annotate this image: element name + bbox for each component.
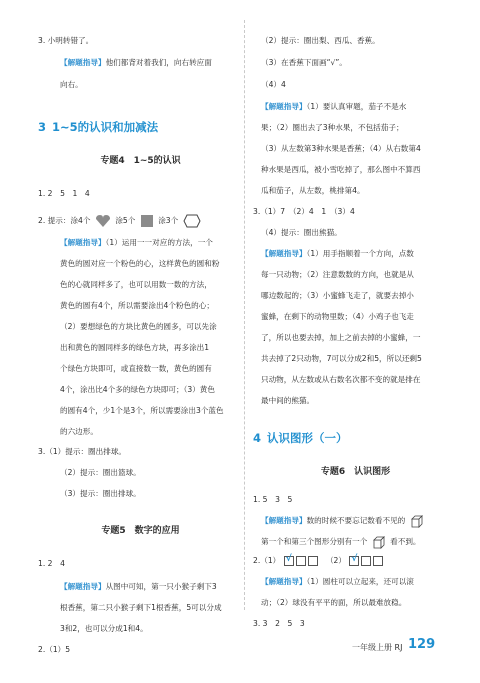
hint-line: 【解题指导】他们都背对着我们，向右转应面 (60, 58, 212, 67)
topic-heading: 专题5 数字的应用 (101, 526, 180, 536)
answer-line: （3）在香蕉下面画“√”。 (261, 58, 347, 67)
answer-line: 了，所以也要去掉，加上之前去掉的小蜜蜂，一 (261, 333, 421, 342)
answer-line: 3. 小明转错了。 (38, 36, 94, 45)
answer-line: （2）提示：圈出篮球。 (60, 468, 141, 477)
answer-line: 每一只动物；（2）注意数数的方向，也就是从 (261, 270, 414, 279)
answer-line: （3）从左数第3种水果是香蕉；（4）从右数第4 (261, 144, 421, 153)
answer-line: 黄色的圆对应一个粉色的心，这样黄色的圆和粉 (60, 259, 220, 268)
answer-line: 2.（1）5 (38, 645, 71, 654)
answer-line: 个绿色方块即可，或直接数一数，黄色的圆有 (60, 364, 212, 373)
square-icon (140, 214, 154, 228)
page-number: 129 (408, 637, 436, 652)
hint-line: 【解题指导】数的时候不要忘记数看不见的 (261, 514, 426, 528)
topic-heading: 专题4 1~5的认识 (100, 156, 181, 166)
answer-line: 蜜蜂，在剩下的动物里数；（4）小鸡子也飞走 (261, 312, 414, 321)
answer-line: （2）要想绿色的方块比黄色的圆多，可以先涂 (60, 322, 217, 331)
heart-icon (95, 214, 111, 228)
answer-line: （4）4 (261, 80, 286, 89)
answer-line: 4个，涂出比4个多的绿色方块即可；（3）黄色 (60, 385, 215, 394)
answer-line: 1. 2 4 (38, 559, 65, 568)
book-label: 一年级上册 RJ (352, 643, 403, 652)
cube-icon (410, 514, 424, 528)
answer-line: 2. 提示：涂4个 涂5个 涂3个 (38, 214, 203, 228)
checkbox-empty (296, 556, 306, 566)
hint-tag: 【解题指导】 (60, 58, 106, 67)
answer-line: 3. 3 2 5 3 (253, 619, 305, 628)
checkbox-checked (349, 556, 359, 566)
answer-line: 黄色的圆有4个，所以需要涂出4个粉色的心； (60, 301, 214, 310)
column-divider (244, 20, 245, 610)
answer-line: 只动物，从左数或从右数名次都不变的就是排在 (261, 375, 421, 384)
answer-line: 动；（2）球没有平平的面，所以最难放稳。 (261, 598, 407, 607)
answer-line: （2）提示：圈出梨、西瓜、香蕉。 (261, 36, 380, 45)
answer-line: 3和2，也可以分成1和4。 (60, 624, 148, 633)
topic-heading: 专题6 认识图形 (320, 467, 391, 477)
answer-line: 1. 2 5 1 4 (38, 189, 90, 198)
answer-line: 第一个和第三个图形分别有一个 看不到。 (261, 535, 421, 549)
checkbox-checked (284, 556, 294, 566)
answer-line: 色的心就同样多了，也可以用数一数的方法， (60, 280, 212, 289)
answer-line: 的圆有4个，少1个是3个，所以需要涂出3个蓝色 (60, 406, 224, 415)
answer-line: 向右。 (60, 80, 83, 89)
answer-line: 种水果是西瓜，被小雪吃掉了，那么图中不算西 (261, 165, 421, 174)
hint-line: 【解题指导】（1）圆柱可以立起来，还可以滚 (261, 577, 414, 586)
section-heading: 4 认识图形（一） (253, 431, 348, 445)
answer-line: 2.（1） √ （2） √ (253, 555, 384, 566)
answer-line: 3.（1）提示：圈出排球。 (38, 447, 127, 456)
answer-line: （4）提示：圈出熊猫。 (261, 228, 342, 237)
cube-icon (372, 535, 386, 549)
answer-line: 的六边形。 (60, 427, 98, 436)
answer-line: 3.（1）7 （2）4 1 （3）4 (253, 207, 355, 216)
hint-line: 【解题指导】（1）用手指顺着一个方向，点数 (261, 249, 414, 258)
answer-line: 哪边数起的；（3）小蜜蜂飞走了，就要去掉小 (261, 291, 414, 300)
answer-line: 1. 5 3 5 (253, 495, 293, 504)
answer-line: 共去掉了2只动物，7可以分成2和5，所以还剩5 (261, 354, 422, 363)
section-heading: 3 1~5的认识和加减法 (38, 120, 159, 134)
checkbox-empty (308, 556, 318, 566)
hint-line: 【解题指导】（1）要认真审题，茄子不是水 (261, 102, 407, 111)
hint-line: 【解题指导】（1）运用一一对应的方法，一个 (60, 238, 213, 247)
answer-line: 出和黄色的圆同样多的绿色方块，再多涂出1 (60, 343, 210, 352)
hint-line: 【解题指导】从图中可知，第一只小猴子剩下3 (60, 582, 217, 591)
hexagon-icon (183, 214, 201, 228)
answer-line: 果；（2）圈出去了3种水果，不包括茄子； (261, 123, 404, 132)
answer-line: 瓜和茄子，从左数，桃排第4。 (261, 186, 365, 195)
checkbox-empty (373, 556, 383, 566)
answer-line: 根香蕉，第二只小猴子剩下1根香蕉，5可以分成 (60, 603, 222, 612)
checkbox-empty (361, 556, 371, 566)
answer-line: （3）提示：圈出排球。 (60, 489, 141, 498)
answer-line: 最中间的熊猫。 (261, 396, 315, 405)
